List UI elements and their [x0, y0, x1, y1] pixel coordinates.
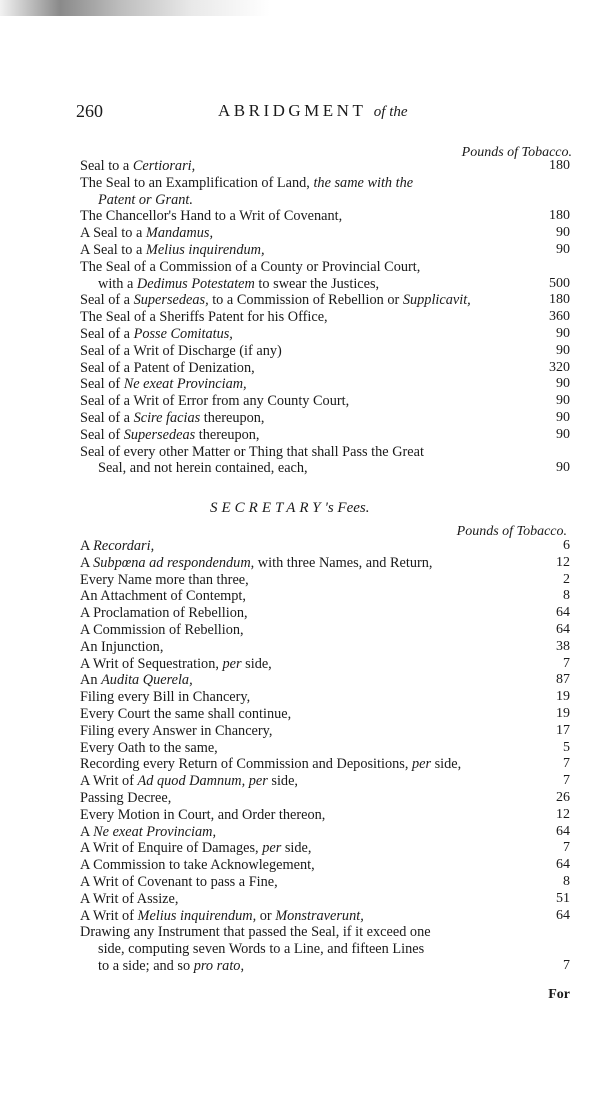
list-item: Seal of a Writ of Discharge (if any) 90 [80, 342, 570, 359]
list-item: Seal of a Writ of Error from any County Court, 90 [80, 393, 570, 410]
list-item: A Writ of Melius inquirendum, or Monstraverunt, 64 [80, 907, 570, 924]
list-item: Passing Decree, 26 [80, 789, 570, 806]
page-number: 260 [76, 101, 103, 121]
list-item: Filing every Answer in Chancery, 17 [80, 722, 570, 739]
list-item: A Subpœna ad respondendum, with three Names, and Return, 12 [80, 554, 570, 571]
list-item: Seal of a Scire facias thereupon, 90 [80, 409, 570, 426]
list-item: Every Court the same shall continue, 19 [80, 705, 570, 722]
secretary-fees-list [80, 538, 570, 975]
list-item: Every Oath to the same, 5 [80, 739, 570, 756]
list-item: A Seal to a Melius inquirendum, 90 [80, 241, 570, 258]
list-item: An Injunction, 38 [80, 638, 570, 655]
list-item: A Ne exeat Provinciam, 64 [80, 823, 570, 840]
page-header [76, 101, 576, 125]
list-item: A Proclamation of Rebellion, 64 [80, 605, 570, 622]
list-item: Seal of Supersedeas thereupon, 90 [80, 426, 570, 443]
list-item: The Seal of a Commission of a County or Provincial Court, with a Dedimus Potestatem to swear the Justices, 500 [80, 258, 570, 292]
list-item: A Writ of Ad quod Damnum, per side, 7 [80, 773, 570, 790]
column-heading-tobacco: Pounds of Tobacco. [461, 145, 572, 160]
list-item: Drawing any Instrument that passed the Seal, if it exceed one side, computing seven Words to a Line, and fifteen Lines to a side; and so pro rato, 7 [80, 924, 570, 974]
list-item: Every Motion in Court, and Order thereon, 12 [80, 806, 570, 823]
catchword: For [548, 987, 570, 1002]
list-item: A Writ of Sequestration, per side, 7 [80, 655, 570, 672]
list-item: A Recordari, 6 [80, 538, 570, 554]
list-item: A Writ of Enquire of Damages, per side, 7 [80, 840, 570, 857]
list-item: Seal of a Patent of Denization, 320 [80, 359, 570, 376]
list-item: The Seal of a Sheriffs Patent for his Office, 360 [80, 309, 570, 326]
list-item: A Commission of Rebellion, 64 [80, 621, 570, 638]
list-item: Seal of every other Matter or Thing that shall Pass the Great Seal, and not herein contained, each, 90 [80, 443, 570, 477]
list-item: A Writ of Assize, 51 [80, 890, 570, 907]
list-item: Seal of Ne exeat Provinciam, 90 [80, 376, 570, 393]
list-item: A Writ of Covenant to pass a Fine, 8 [80, 873, 570, 890]
list-item: Seal of a Supersedeas, to a Commission of Rebellion or Supplicavit, 180 [80, 292, 570, 309]
list-item: A Seal to a Mandamus, 90 [80, 225, 570, 242]
list-item: A Commission to take Acknowlegement, 64 [80, 857, 570, 874]
list-item: Filing every Bill in Chancery, 19 [80, 689, 570, 706]
running-title: ABRIDGMENT of the [218, 101, 408, 120]
scan-smudge [0, 0, 600, 16]
list-item: An Audita Querela, 87 [80, 672, 570, 689]
list-item: Seal of a Posse Comitatus, 90 [80, 325, 570, 342]
section-heading-secretary: SECRETARY's Fees. [210, 500, 370, 516]
list-item: Recording every Return of Commission and Depositions, per side, 7 [80, 756, 570, 773]
list-item: The Chancellor's Hand to a Writ of Covenant, 180 [80, 208, 570, 225]
seal-fees-list [80, 158, 570, 477]
list-item: The Seal to an Examplification of Land, the same with the Patent or Grant. [80, 174, 414, 208]
list-item: An Attachment of Contempt, 8 [80, 588, 570, 605]
column-heading-tobacco-2: Pounds of Tobacco. [456, 524, 567, 539]
list-item: Every Name more than three, 2 [80, 571, 570, 588]
list-item: Seal to a Certiorari, 180 [80, 158, 570, 174]
